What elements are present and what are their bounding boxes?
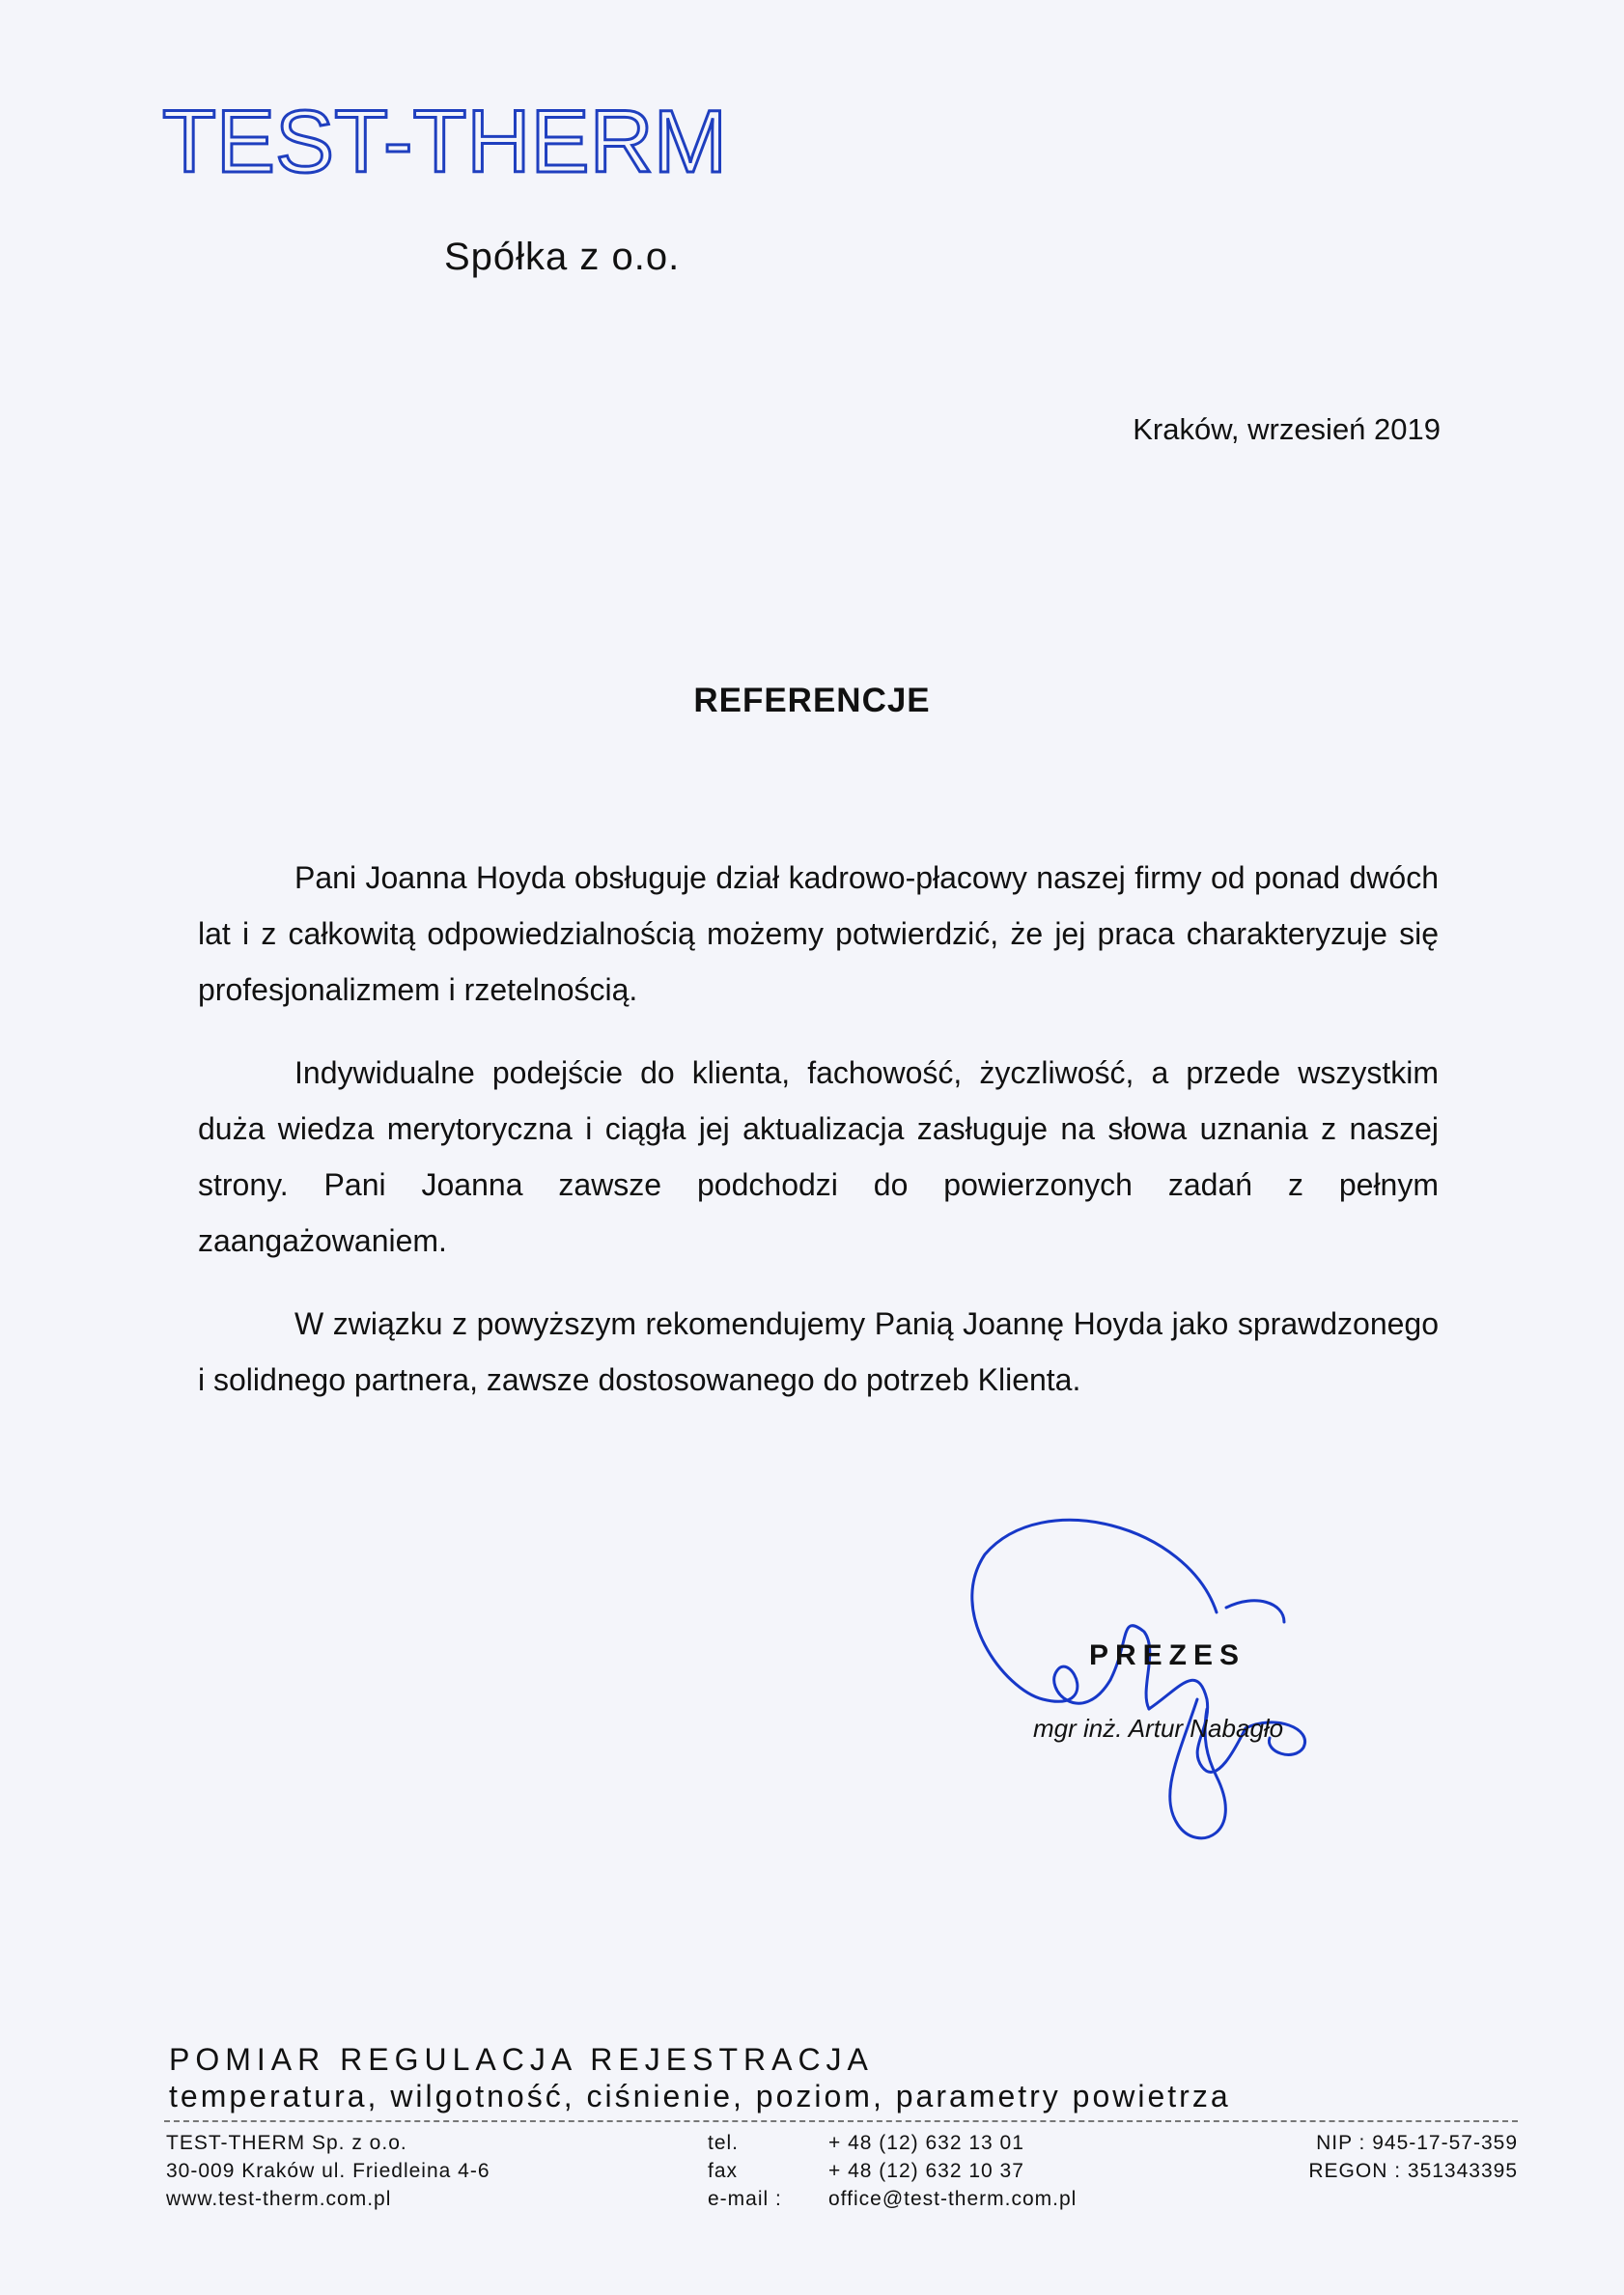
footer-website: www.test-therm.com.pl [166, 2188, 392, 2210]
footer-company: TEST-THERM Sp. z o.o. [166, 2132, 407, 2154]
letter-date: Kraków, wrzesień 2019 [1133, 412, 1441, 446]
tel-label: tel. [708, 2132, 740, 2154]
company-logo [162, 95, 732, 191]
fax-label: fax [708, 2160, 739, 2182]
company-type: Spółka z o.o. [444, 236, 681, 278]
paragraph: Indywidualne podejście do klienta, fachowość, życzliwość, a przede wszystkim duża wiedza merytoryczna i ciągła jej aktualizacja zasługuje na słowa uznania z naszej strony. Pani Joanna zawsze podchodzi do powierzonych zadań z pełnym zaangażowaniem. [198, 1055, 1439, 1258]
tel-value: + 48 (12) 632 13 01 [828, 2132, 1024, 2154]
paragraph: W związku z powyższym rekomendujemy Panią Joannę Hoyda jako sprawdzonego i solidnego partnera, zawsze dostosowanego do potrzeb Klienta. [198, 1306, 1439, 1397]
footer-contact-values [828, 2129, 1077, 2213]
footer-subheading: temperatura, wilgotność, ciśnienie, poziom, parametry powietrza [169, 2079, 1231, 2113]
footer-registry [1308, 2129, 1518, 2185]
handwritten-signature [966, 1506, 1332, 1892]
letter-body [198, 850, 1439, 1435]
footer-divider [164, 2120, 1518, 2122]
logo-text: TEST-THERM [162, 95, 727, 191]
nip-number: NIP : 945-17-57-359 [1316, 2132, 1518, 2154]
signatory-title: PREZES [1089, 1639, 1246, 1671]
fax-value: + 48 (12) 632 10 37 [828, 2160, 1024, 2182]
email-label: e-mail : [708, 2188, 782, 2210]
paragraph: Pani Joanna Hoyda obsługuje dział kadrowo-płacowy naszej firmy od ponad dwóch lat i z całkowitą odpowiedzialnością możemy potwierdzić, że jej praca charakteryzuje się profesjonalizmem i rzetelnością. [198, 860, 1439, 1007]
email-value: office@test-therm.com.pl [828, 2188, 1078, 2210]
footer-contact-labels [708, 2129, 782, 2213]
footer-heading: POMIAR REGULACJA REJESTRACJA [169, 2042, 874, 2077]
letter-title: REFERENCJE [693, 682, 931, 719]
signatory-name: mgr inż. Artur Nabagło [1033, 1714, 1284, 1743]
regon-number: REGON : 351343395 [1308, 2160, 1518, 2182]
footer-address [166, 2129, 490, 2213]
footer-street: 30-009 Kraków ul. Friedleina 4-6 [166, 2160, 490, 2182]
